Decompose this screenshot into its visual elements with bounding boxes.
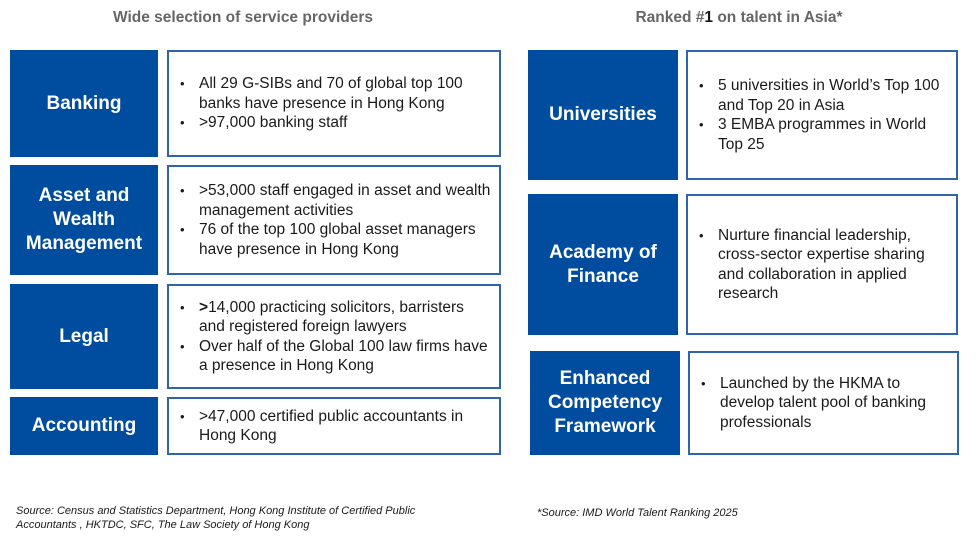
bullet: • 5 universities in World’s Top 100 and Top 20 in Asia: [696, 76, 950, 115]
details-academy-of-finance: [686, 194, 958, 335]
bullet: • Nurture financial leadership, cross-sector expertise sharing and collaboration in applied research: [696, 226, 950, 304]
right-heading-pre: Ranked #: [635, 9, 705, 26]
details-accounting: [167, 397, 501, 455]
left-heading: Wide selection of service providers: [112, 9, 373, 26]
bullet: • All 29 G-SIBs and 70 of global top 100 banks have presence in Hong Kong: [177, 74, 493, 113]
bullet: • 76 of the top 100 global asset managers have presence in Hong Kong: [177, 220, 493, 259]
details-legal: [167, 284, 501, 389]
label-universities: Universities: [528, 50, 678, 180]
label-accounting: Accounting: [10, 397, 158, 455]
bullet: • >53,000 staff engaged in asset and wealth management activities: [177, 181, 493, 220]
right-source-note: *Source: IMD World Talent Ranking 2025: [537, 507, 738, 519]
bullet: • Launched by the HKMA to develop talent pool of banking professionals: [698, 374, 951, 433]
label-enhanced-competency-framework: Enhanced Competency Framework: [530, 351, 680, 455]
label-legal: Legal: [10, 284, 158, 389]
bullet-text: 14,000 practicing solicitors, barristers and registered foreign lawyers: [199, 298, 464, 335]
label-banking: Banking: [10, 50, 158, 157]
details-enhanced-competency-framework: [688, 351, 959, 455]
left-source-note: Source: Census and Statistics Department, Hong Kong Institute of Certified Public Accountants , HKTDC, SFC, The Law Society of Hong Kong: [16, 505, 416, 531]
bullet: • Over half of the Global 100 law firms have a presence in Hong Kong: [177, 337, 493, 376]
details-asset-wealth-management: [167, 165, 501, 275]
details-universities: [686, 50, 958, 180]
right-heading-rank: 1: [704, 9, 714, 26]
bullet: • >47,000 certified public accountants in Hong Kong: [177, 407, 493, 446]
bullet: • 3 EMBA programmes in World Top 25: [696, 115, 950, 154]
bullet: [177, 298, 493, 337]
right-heading: [520, 9, 958, 27]
label-academy-of-finance: Academy of Finance: [528, 194, 678, 335]
bullet: • >97,000 banking staff: [177, 113, 493, 133]
label-asset-wealth-management: Asset and Wealth Management: [10, 165, 158, 275]
bullet-bold-prefix: >: [199, 298, 209, 316]
details-banking: [167, 50, 501, 157]
right-heading-post: on talent in Asia*: [713, 9, 843, 26]
